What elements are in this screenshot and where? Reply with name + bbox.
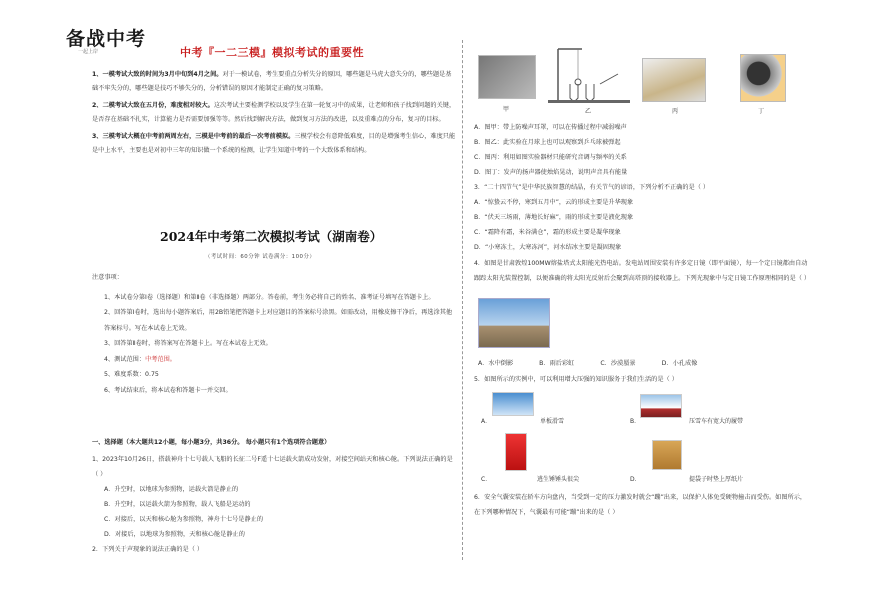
question-option: A．升空时，以地球为参照物，运载火箭是静止的: [104, 486, 239, 493]
question-3: [474, 180, 812, 255]
question-1: [92, 452, 456, 557]
figure-ding: [740, 54, 786, 102]
column-divider: [462, 40, 463, 560]
intro-body: 这次考试主要检测学校以及学生在第一轮复习中的成果，让老师和孩子找到问题的关键，是否存在基础不扎实，计算能力是否需要加强等等。然后找到解决方法，做到复习方法的改进，以及重难点的分布，复习的目标。: [92, 102, 456, 123]
logo-subtext: 一起上岸: [78, 49, 99, 55]
question-option: B．图乙：此实验在月球上也可以观察到乒乓球被弹起: [474, 139, 621, 146]
question-4: [474, 256, 812, 286]
figure-bing: [642, 58, 706, 102]
question-option: C．沙漠蜃景: [600, 360, 636, 367]
intro-body: 三模学校会有意降低难度，目的是增强考生信心，难度只能是中上水平，主要也是对初中三年的知识做一个系统的检测，让学生知道中考的一个大致体系和结构。: [92, 133, 456, 154]
question-5: [474, 372, 812, 387]
question-option: D．“小寒冻土，大寒冻河”，河水结冰主要是凝固现象: [474, 244, 622, 251]
bag-image: [652, 440, 682, 470]
option-letter: A．: [481, 418, 492, 425]
question-2-options: [474, 120, 812, 180]
logo: [56, 18, 168, 58]
question-option: C．对接后，以天和核心舱为参照物，神舟十七号是静止的: [104, 516, 264, 523]
question-option: A．“惊蛰云不停，寒到五月中”，云的形成主要是升华现象: [474, 199, 634, 206]
note-end: 6、考试结束后，将本试卷和答题卡一并交回。: [104, 386, 232, 394]
tuning-fork-icon: [548, 44, 630, 104]
option-letter: C．: [481, 476, 492, 483]
figure-jia: [478, 55, 536, 99]
question-option: A．水中倒影: [478, 360, 514, 367]
intro-lead: 3、三模考试大概在中考前两周左右，三模是中考前的最后一次考前模拟。: [92, 133, 295, 140]
question-option: D．图丁：发声的扬声器使烛焰晃动，说明声音具有能量: [474, 169, 628, 176]
question-4-options: [478, 358, 697, 367]
intro-body: 对于一模试卷，考生要重点分析失分的原因，哪些题是马虎大意失分的，哪些题是基础不牢失分的，哪些题是技巧不够失分的，分析错误的原因才能制定正确的复习策略。: [92, 71, 452, 92]
figure-label: 甲: [503, 106, 510, 113]
question-stem: 6．安全气囊安装在轿车方向盘内，当受到一定的压力激发时就会“蹦”出来，以保护人体免受硬物撞击而受伤。如图所示，在下列哪种情况下，气囊最有可能“蹦”出来的是（ ）: [474, 494, 807, 516]
question-option: D．小孔成像: [661, 360, 698, 367]
exam-title: 2024年中考第二次模拟考试（湖南卷）: [160, 229, 383, 244]
question-option: B．雨后彩虹: [539, 360, 575, 367]
intro-paragraph: [92, 99, 456, 127]
safety-hammer-image: [505, 433, 527, 471]
scope-label: 4、测试范围：: [104, 355, 146, 363]
option-letter: D．: [630, 476, 641, 483]
snowboard-image: [492, 392, 534, 416]
snowcat-image: [640, 394, 682, 418]
option-letter: B．: [630, 418, 641, 425]
notes: [92, 270, 456, 398]
question-stem: 4．如图是甘肃敦煌100MW熔盐塔式太阳能光热电站。发电站周围安装有许多定日镜（即平面镜），每一个定日镜都由自动跟踪太阳光装置控制，以便准确的将太阳光反射后会聚到高塔顶的接收器上。下列光现象中与定日镜工作原理相同的是（ ）: [474, 260, 811, 282]
question-option: C．图丙：利用如图实验器材只能研究音调与频率的关系: [474, 154, 627, 161]
note-scope: [92, 352, 456, 368]
solar-plant-image: [478, 298, 550, 348]
logo-text: 备战中考: [66, 28, 147, 50]
exam-subtitle: （考试时间：60分钟 试卷满分：100分）: [205, 254, 316, 260]
intro-paragraph: [92, 68, 456, 96]
scope-value: 中考范围。: [145, 355, 176, 363]
figure-label: 乙: [585, 108, 592, 115]
option-text: 单板滑雪: [540, 418, 565, 425]
section-heading: 一、选择题（本大题共12小题，每小题3分，共36分。 每小题只有1个选项符合题意）: [92, 439, 331, 446]
intro-paragraph: [92, 130, 456, 158]
question-6: [474, 490, 812, 520]
option-text: 逃生锤锤头很尖: [537, 476, 580, 483]
figure-yi: [548, 44, 630, 104]
notes-heading: 注意事项：: [92, 274, 123, 281]
intro-lead: 1、一模考试大致的时间为3月中旬到4月之间。: [92, 71, 223, 78]
question-stem: 3．“二十四节气”是中华民族智慧的结晶，有关节气的谚语，下列分析不正确的是（ ）: [474, 184, 710, 191]
option-text: 压雪车有宽大的履带: [689, 418, 744, 425]
note-item: 3、回答第Ⅱ卷时，将答案写在答题卡上。写在本试卷上无效。: [104, 340, 272, 347]
question-2-stem: 2．下列关于声现象的说法正确的是（ ）: [92, 546, 204, 553]
question-stem: 1、2023年10月26日，搭载神舟十七号载人飞船的长征二号F遥十七运载火箭成功发射，对接空间站天和核心舱。下列说法正确的是（ ）: [92, 456, 453, 478]
banner-title: 中考『一二三模』模拟考试的重要性: [180, 46, 364, 59]
question-option: A．图甲：带上防噪声耳罩，可以在传播过程中减弱噪声: [474, 124, 627, 131]
figure-label: 丙: [672, 108, 679, 115]
intro-text: [92, 68, 456, 161]
question-stem: 5．如图所示的实例中，可以利用增大压强的知识服务于我们生活的是（ ）: [474, 376, 678, 383]
note-item: 2、回答第Ⅰ卷时，选出每小题答案后，用2B铅笔把答题卡上对应题目的答案标号涂黑。如需改动，用橡皮擦干净后，再选涂其他答案标号。写在本试卷上无效。: [104, 309, 453, 332]
note-difficulty: 5、难度系数：0.75: [104, 371, 159, 378]
question-option: B．升空时，以运载火箭为参照物，载人飞船是运动的: [104, 501, 251, 508]
note-item: 1、本试卷分第Ⅰ卷（选择题）和第Ⅱ卷（非选择题）两部分。答卷前，考生务必将自己的姓名、准考证号填写在答题卡上。: [104, 293, 435, 301]
intro-lead: 2、二模考试大致在五月份，难度相对较大。: [92, 102, 214, 109]
figure-label: 丁: [758, 108, 765, 115]
question-option: D．对接后，以地球为参照物，天和核心舱是静止的: [104, 531, 245, 538]
option-text: 提袋子时垫上厚纸片: [689, 476, 744, 483]
question-option: B．“伏天三场雨，薄地长好麻”，雨的形成主要是液化现象: [474, 214, 634, 221]
question-option: C．“霜降有霜，米谷满仓”，霜的形成主要是凝华现象: [474, 229, 621, 236]
